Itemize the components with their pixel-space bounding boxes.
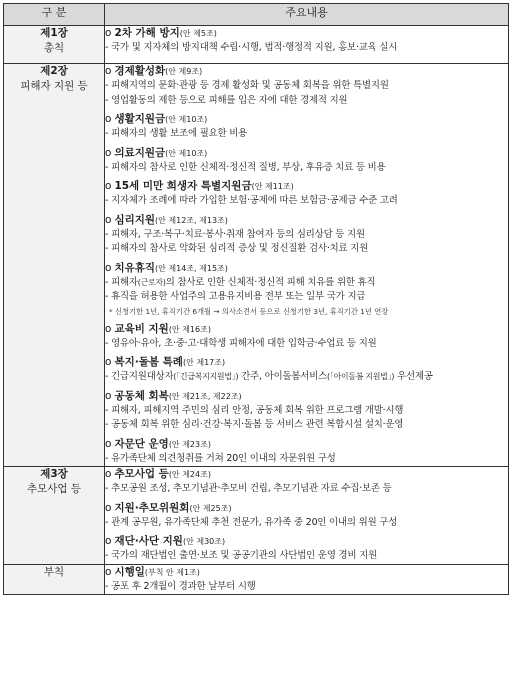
article-ref: (안 제10조) [165, 148, 208, 158]
provision-title: 재단·사단 지원 [114, 535, 183, 547]
provision-detail: - 국가 및 지자체의 방지대책 수립·시행, 법적·행정적 지원, 홍보·교육 실시 [105, 42, 398, 53]
chapter-name: 추모사업 등 [26, 483, 82, 495]
section-label [4, 64, 105, 467]
provision-detail: - 공포 후 2개월이 경과한 날부터 시행 [105, 580, 256, 592]
article-ref: (안 제16조) [168, 324, 211, 334]
provision-item [105, 64, 508, 108]
detail-text: - 긴급지원대상자 [105, 371, 174, 382]
section-contents [105, 467, 509, 565]
chapter-name: 부칙 [43, 565, 65, 578]
provision-title: 교육비 지원 [114, 322, 169, 335]
provision-title: 생활지원금 [114, 113, 166, 125]
bullet-marker: o [105, 322, 112, 335]
provision-item [105, 112, 508, 142]
provision-item [105, 534, 508, 564]
section-row-victim-support [4, 64, 509, 467]
chapter-number: 제2장 [40, 65, 68, 77]
provision-item [105, 467, 508, 497]
provision-item [105, 146, 508, 176]
provision-detail: - 공동체 회복 위한 심리·건강·복지·돌봄 등 서비스 관련 복합시설 설치·운영 [105, 419, 404, 430]
provision-detail: - 영업활동의 제한 등으로 피해를 입은 자에 대한 경제적 지원 [105, 94, 348, 106]
provision-detail: - 피해지역의 문화·관광 등 경제 활성화 및 공동체 회복을 위한 특별지원 [105, 80, 389, 91]
article-ref: (안 제14조, 제15조) [155, 263, 228, 273]
provision-detail: - 피해자, 피해지역 주민의 심리 안정, 공동체 회복 위한 프로그램 개발·시행 [105, 404, 404, 416]
provision-detail: - 관계 공무원, 유가족단체 추천 전문가, 유가족 중 20인 이내의 위원 구성 [105, 516, 398, 528]
provision-detail: - 피해자의 참사로 인한 신체적·정신적 질병, 부상, 후유증 치료 등 비용 [105, 161, 386, 173]
provision-item [105, 26, 508, 56]
detail-aside: (근로자) [137, 277, 166, 287]
section-row-memorial [4, 467, 509, 565]
provision-item [105, 389, 508, 433]
provision-title: 심리지원 [114, 213, 156, 226]
provision-detail [105, 276, 508, 291]
bullet-marker: o [105, 27, 112, 39]
provision-title: 경제활성화 [114, 65, 166, 77]
article-ref: (안 제17조) [182, 358, 226, 367]
section-contents [105, 26, 509, 64]
bullet-marker: o [105, 468, 112, 480]
bullet-marker: o [105, 356, 112, 368]
section-contents [105, 564, 509, 595]
article-ref: (안 제25조) [189, 503, 232, 513]
article-ref: (안 제12조, 제13조) [155, 215, 228, 225]
header-category: 구 분 [4, 4, 105, 26]
provision-title: 치유휴직 [114, 261, 156, 274]
section-label [4, 564, 105, 595]
bullet-marker: o [105, 565, 112, 578]
article-ref: (안 제5조) [179, 29, 217, 38]
provision-title: 지원·추모위원회 [114, 501, 190, 514]
bullet-marker: o [105, 146, 112, 159]
provision-item [105, 355, 508, 385]
header-contents: 주요내용 [105, 4, 509, 26]
provision-title: 15세 미만 희생자 특별지원금 [114, 180, 252, 192]
detail-text: 간주, 아이돌봄서비스 [238, 371, 328, 382]
article-ref: (안 제11조) [251, 182, 294, 191]
provision-detail: - 피해자의 참사로 악화된 심리적 증상 및 정신질환 검사·치료 지원 [105, 243, 369, 254]
provision-detail: - 피해자, 구조·복구·치료·봉사·취재 참여자 등의 심리상담 등 지원 [105, 228, 365, 240]
table-header-row [4, 4, 509, 26]
bullet-marker: o [105, 261, 112, 274]
bullet-marker: o [105, 180, 112, 192]
section-row-general [4, 26, 509, 64]
provision-detail: - 피해자의 생활 보조에 필요한 비용 [105, 128, 248, 139]
article-ref: (안 제30조) [182, 537, 226, 546]
bullet-marker: o [105, 535, 112, 547]
bullet-marker: o [105, 213, 112, 226]
bullet-marker: o [105, 113, 112, 125]
bullet-marker: o [105, 65, 112, 77]
detail-text: - 피해자 [105, 276, 138, 288]
provision-title: 추모사업 등 [114, 468, 169, 480]
section-row-supplementary [4, 564, 509, 595]
provision-item [105, 501, 508, 531]
provision-item [105, 179, 508, 209]
provision-title: 복지·돌봄 특례 [114, 356, 183, 368]
provision-title: 의료지원금 [114, 146, 166, 159]
detail-text: 우선제공 [394, 371, 433, 382]
provision-item [105, 565, 508, 595]
article-ref: (안 제21조, 제22조) [168, 391, 242, 401]
detail-aside: (「긴급복지지원법」) [173, 372, 239, 381]
section-label [4, 467, 105, 565]
chapter-name: 총칙 [43, 42, 65, 54]
section-label [4, 26, 105, 64]
provision-detail: - 영유아·유아, 초·중·고·대학생 피해자에 대한 입학금·수업료 등 지원 [105, 337, 377, 349]
provision-detail: - 지자체가 조례에 따라 가입한 보험·공제에 따른 보험금·공제금 수준 고려 [105, 195, 398, 206]
bullet-marker: o [105, 501, 112, 514]
bullet-marker: o [105, 437, 112, 450]
article-ref: (안 제9조) [165, 67, 203, 76]
provision-item [105, 213, 508, 257]
provision-detail: - 국가의 재단법인 출연·보조 및 공공기관의 사단법인 운영 경비 지원 [105, 550, 378, 561]
detail-text: 의 참사로 인한 신체적·정신적 피해 치유를 위한 휴직 [165, 276, 376, 288]
provision-item [105, 437, 508, 467]
provision-detail: - 휴직을 허용한 사업주의 고용유지비용 전부 또는 일부 국가 지급 [105, 291, 366, 302]
section-contents [105, 64, 509, 467]
article-ref: (안 제23조) [168, 439, 211, 449]
article-ref: (안 제24조) [168, 470, 211, 479]
provision-detail: - 유가족단체 의견청취를 거쳐 20인 이내의 자문위원 구성 [105, 452, 336, 464]
provision-title: 시행일 [114, 565, 145, 578]
chapter-number: 제3장 [40, 468, 68, 480]
provision-detail: - 추모공원 조성, 추모기념관·추모비 건립, 추모기념관 자료 수집·보존 등 [105, 483, 392, 494]
summary-table [3, 3, 509, 595]
article-ref: (안 제10조) [165, 115, 208, 124]
chapter-name: 피해자 지원 등 [20, 80, 88, 92]
provision-item [105, 322, 508, 352]
bullet-marker: o [105, 389, 112, 402]
provision-footnote: * 신청기한 1년, 휴직기간 6개월 → 의사소견서 등으로 신청기한 3년, 휴직기간 1년 연장 [109, 306, 389, 316]
detail-aside: (「아이돌봄 지원법」) [327, 372, 395, 381]
provision-title: 2차 가해 방지 [114, 27, 180, 39]
provision-detail [105, 370, 508, 385]
provision-title: 공동체 회복 [114, 389, 169, 402]
provision-title: 자문단 운영 [114, 437, 169, 450]
chapter-number: 제1장 [40, 27, 68, 39]
provision-item [105, 261, 508, 318]
article-ref: (부칙 안 제1조) [144, 567, 200, 577]
